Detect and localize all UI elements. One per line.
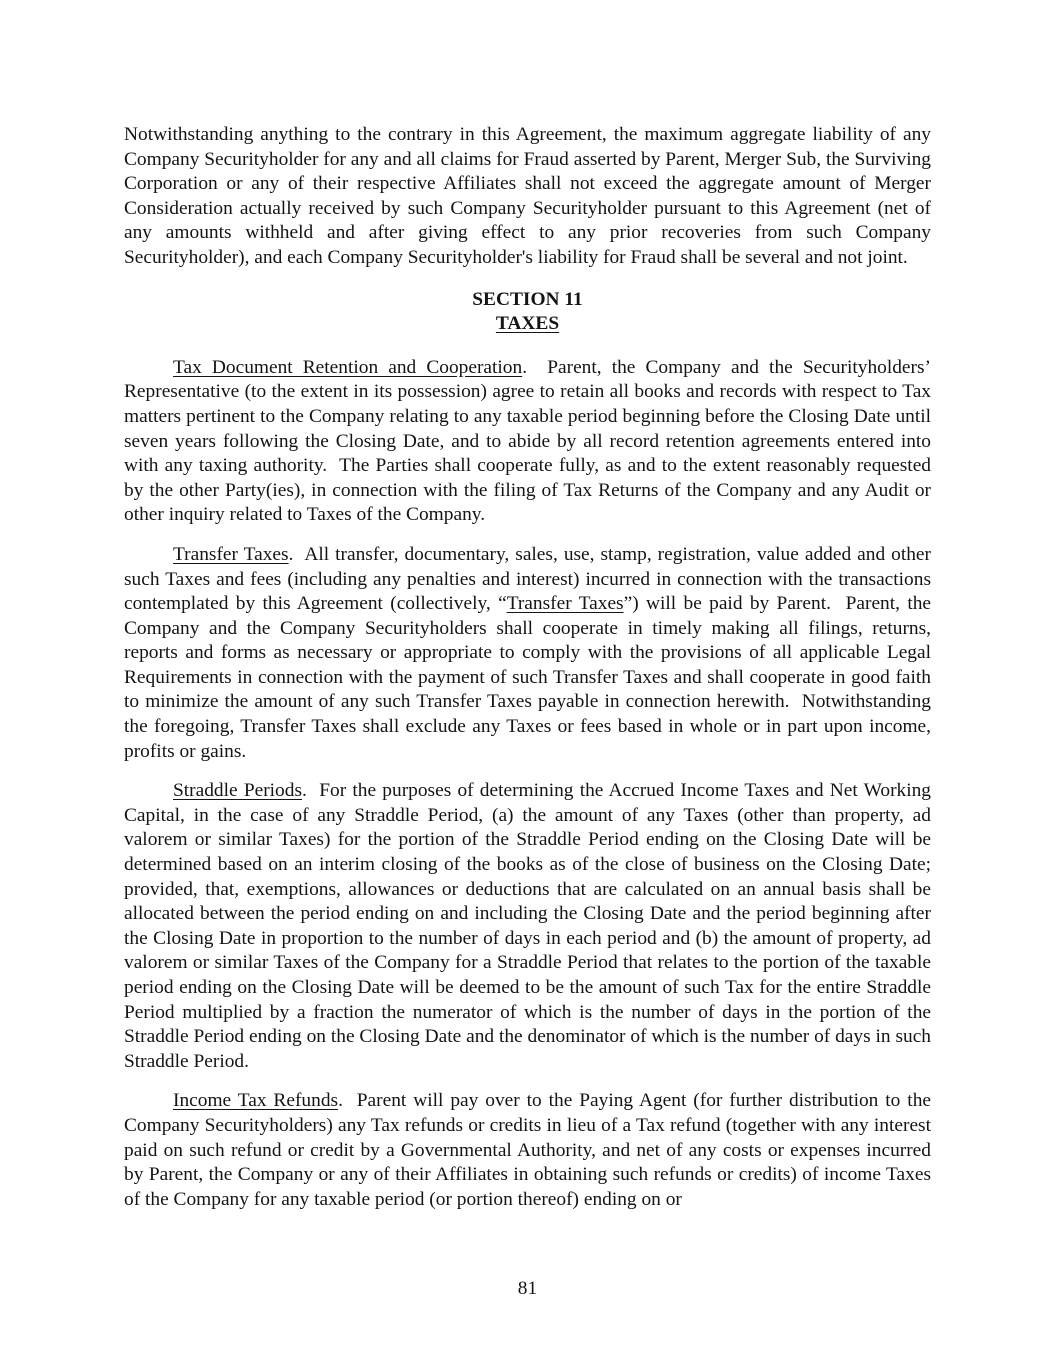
paragraph-lead-underlined: Tax Document Retention and Cooperation bbox=[173, 356, 523, 378]
section-title-text: TAXES bbox=[495, 313, 560, 335]
section-title bbox=[124, 312, 931, 337]
paragraph-transfer-taxes bbox=[124, 543, 936, 764]
defined-term-underlined: Transfer Taxes bbox=[506, 593, 624, 615]
paragraph-body: . Parent will pay over to the Paying Agent (for further distribution to the Company Securityholders) any Tax refunds or credits in lieu of a Tax refund (together with any interest paid on such refund or credit by a Governmental Authority, and net of any costs or expenses incurred by Parent, the Company or any of their Affiliates in obtaining such refunds or credits) of income Taxes of the Company for any taxable period (or portion thereof) ending on or bbox=[124, 1090, 936, 1210]
paragraph-body: . All transfer, documentary, sales, use, stamp, registration, value added and other such Taxes and fees (including any penalties and interest) incurred in connection with the transactions contemplated by this Agreement (collectively, “ bbox=[124, 543, 936, 615]
section-number: SECTION 11 bbox=[472, 288, 583, 310]
page-content bbox=[124, 123, 936, 1212]
paragraph-fraud-liability bbox=[124, 123, 936, 271]
paragraph-text: Notwithstanding anything to the contrary in this Agreement, the maximum aggregate liability of any Company Securityholder for any and all claims for Fraud asserted by Parent, Merger Sub, the Surviving Corporation or any of their respective Affiliates shall not exceed the aggregate amount of Merger Consideration actually received by such Company Securityholder pursuant to this Agreement (net of any amounts withheld and after giving effect to any prior recoveries from such Company Securityholder), and each Company Securityholder's liability for Fraud shall be several and not joint. bbox=[124, 124, 936, 268]
paragraph-income-tax-refunds bbox=[124, 1089, 936, 1212]
paragraph-tax-document-retention bbox=[124, 356, 936, 528]
paragraph-body: . Parent, the Company and the Securityholders’ Representative (to the extent in its possession) agree to retain all books and records with respect to Tax matters pertinent to the Company relating to any taxable period beginning before the Closing Date until seven years following the Closing Date, and to abide by all record retention agreements entered into with any taxing authority. The Parties shall cooperate fully, as and to the extent reasonably requested by the other Party(ies), in connection with the filing of Tax Returns of the Company and any Audit or other inquiry related to Taxes of the Company. bbox=[124, 356, 936, 526]
page-number: 81 bbox=[517, 1278, 538, 1299]
paragraph-lead-underlined: Straddle Periods bbox=[173, 780, 302, 802]
paragraph-lead-underlined: Income Tax Refunds bbox=[173, 1090, 339, 1112]
paragraph-straddle-periods bbox=[124, 779, 936, 1074]
paragraph-lead-underlined: Transfer Taxes bbox=[173, 543, 289, 565]
section-heading bbox=[124, 288, 931, 337]
paragraph-body: . For the purposes of determining the Accrued Income Taxes and Net Working Capital, in the case of any Straddle Period, (a) the amount of any Taxes (other than property, ad valorem or similar Taxes) for the portion of the Straddle Period ending on the Closing Date will be determined based on an interim closing of the books as of the close of business on the Closing Date; provided, that, exemptions, allowances or deductions that are calculated on an annual basis shall be allocated between the period ending on and including the Closing Date and the period beginning after the Closing Date in proportion to the number of days in each period and (b) the amount of property, ad valorem or similar Taxes of the Company for a Straddle Period that relates to the portion of the taxable period ending on the Closing Date will be deemed to be the amount of such Tax for the entire Straddle Period multiplied by a fraction the numerator of which is the number of days in the portion of the Straddle Period ending on the Closing Date and the denominator of which is the number of days in such Straddle Period. bbox=[124, 780, 936, 1072]
paragraph-body: ”) will be paid by Parent. Parent, the Company and the Company Securityholders shall cooperate in timely making all filings, returns, reports and forms as necessary or appropriate to comply with the provisions of all applicable Legal Requirements in connection with the payment of such Transfer Taxes and shall cooperate in good faith to minimize the amount of any such Transfer Taxes payable in connection herewith. Notwithstanding the foregoing, Transfer Taxes shall exclude any Taxes or fees based in whole or in part upon income, profits or gains. bbox=[124, 593, 936, 762]
